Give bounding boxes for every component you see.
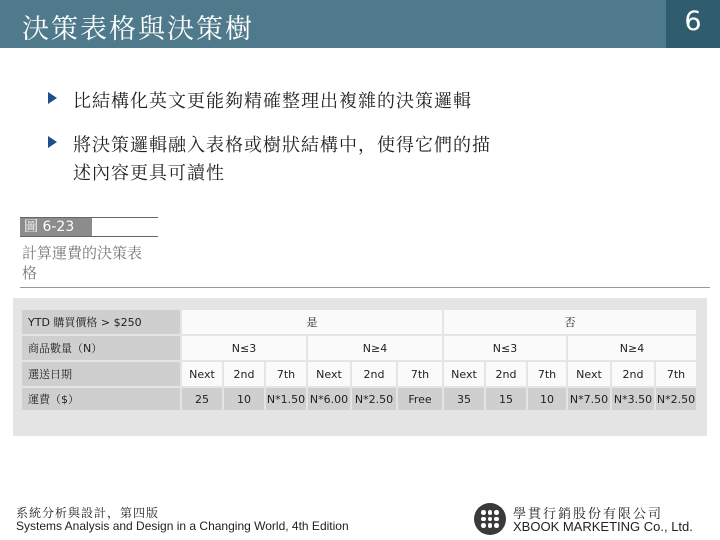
table-cell: N≥4 bbox=[568, 336, 696, 360]
table-cell: Next bbox=[182, 362, 222, 386]
table-cell: 2nd bbox=[224, 362, 264, 386]
bullet-2-line1: 將決策邏輯融入表格或樹狀結構中，使得它們的描 bbox=[73, 135, 491, 156]
figure-caption bbox=[22, 243, 162, 283]
table-cell: Free bbox=[398, 388, 442, 410]
row-label-ytd: YTD 購買價格 > $250 bbox=[22, 310, 180, 334]
table-cell: N*7.50 bbox=[568, 388, 610, 410]
xbook-logo-icon bbox=[474, 503, 506, 535]
cell-no: 否 bbox=[444, 310, 696, 334]
table-cell: N≤3 bbox=[444, 336, 566, 360]
table-cell: N*2.50 bbox=[656, 388, 696, 410]
figure-caption-line2: 格 bbox=[22, 264, 38, 282]
figure-label: 圖 6-23 bbox=[20, 218, 92, 236]
table-cell: 10 bbox=[528, 388, 566, 410]
table-cell: N*1.50 bbox=[266, 388, 306, 410]
decision-table-panel bbox=[13, 298, 707, 436]
row-label-qty: 商品數量（N） bbox=[22, 336, 180, 360]
bullet-1-line1: 比結構化英文更能夠精確整理出複雜的決策邏輯 bbox=[73, 91, 472, 112]
footer-publisher-en: XBOOK MARKETING Co., Ltd. bbox=[513, 519, 693, 534]
table-row-ytd bbox=[22, 310, 696, 334]
table-cell: N≥4 bbox=[308, 336, 442, 360]
table-cell: Next bbox=[444, 362, 484, 386]
table-cell: N≤3 bbox=[182, 336, 306, 360]
figure-divider bbox=[20, 287, 710, 288]
slide-title: 決策表格與決策樹 bbox=[22, 14, 254, 45]
row-label-cost: 運費（$） bbox=[22, 388, 180, 410]
table-cell: 2nd bbox=[352, 362, 396, 386]
footer-publisher-zh: 學貫行銷股份有限公司 bbox=[513, 507, 664, 522]
table-cell: N*3.50 bbox=[612, 388, 654, 410]
bullet-marker-icon bbox=[48, 136, 57, 148]
footer-book-title-zh: 系統分析與設計，第四版 bbox=[16, 506, 160, 520]
table-cell: 7th bbox=[398, 362, 442, 386]
figure-label-rule bbox=[20, 236, 158, 237]
footer-book-title-en: Systems Analysis and Design in a Changing World, 4th Edition bbox=[16, 519, 349, 533]
table-cell: N*6.00 bbox=[308, 388, 350, 410]
bullet-marker-icon bbox=[48, 92, 57, 104]
table-cell: N*2.50 bbox=[352, 388, 396, 410]
table-cell: 7th bbox=[528, 362, 566, 386]
bullet-2-line2: 述內容更具可讀性 bbox=[73, 163, 225, 184]
decision-table bbox=[20, 308, 698, 412]
table-row-cost bbox=[22, 388, 696, 410]
table-cell: 35 bbox=[444, 388, 484, 410]
page-number: 6 bbox=[684, 6, 702, 37]
figure-caption-line1: 計算運費的決策表 bbox=[22, 244, 143, 262]
cell-yes: 是 bbox=[182, 310, 442, 334]
table-cell: 2nd bbox=[486, 362, 526, 386]
page-number-box bbox=[666, 0, 720, 48]
table-row-ship bbox=[22, 362, 696, 386]
slide-header bbox=[0, 0, 720, 48]
table-cell: 10 bbox=[224, 388, 264, 410]
table-cell: 7th bbox=[266, 362, 306, 386]
table-cell: 7th bbox=[656, 362, 696, 386]
table-cell: 15 bbox=[486, 388, 526, 410]
table-cell: 2nd bbox=[612, 362, 654, 386]
row-label-ship: 選送日期 bbox=[22, 362, 180, 386]
table-cell: 25 bbox=[182, 388, 222, 410]
table-cell: Next bbox=[568, 362, 610, 386]
table-cell: Next bbox=[308, 362, 350, 386]
table-row-qty bbox=[22, 336, 696, 360]
